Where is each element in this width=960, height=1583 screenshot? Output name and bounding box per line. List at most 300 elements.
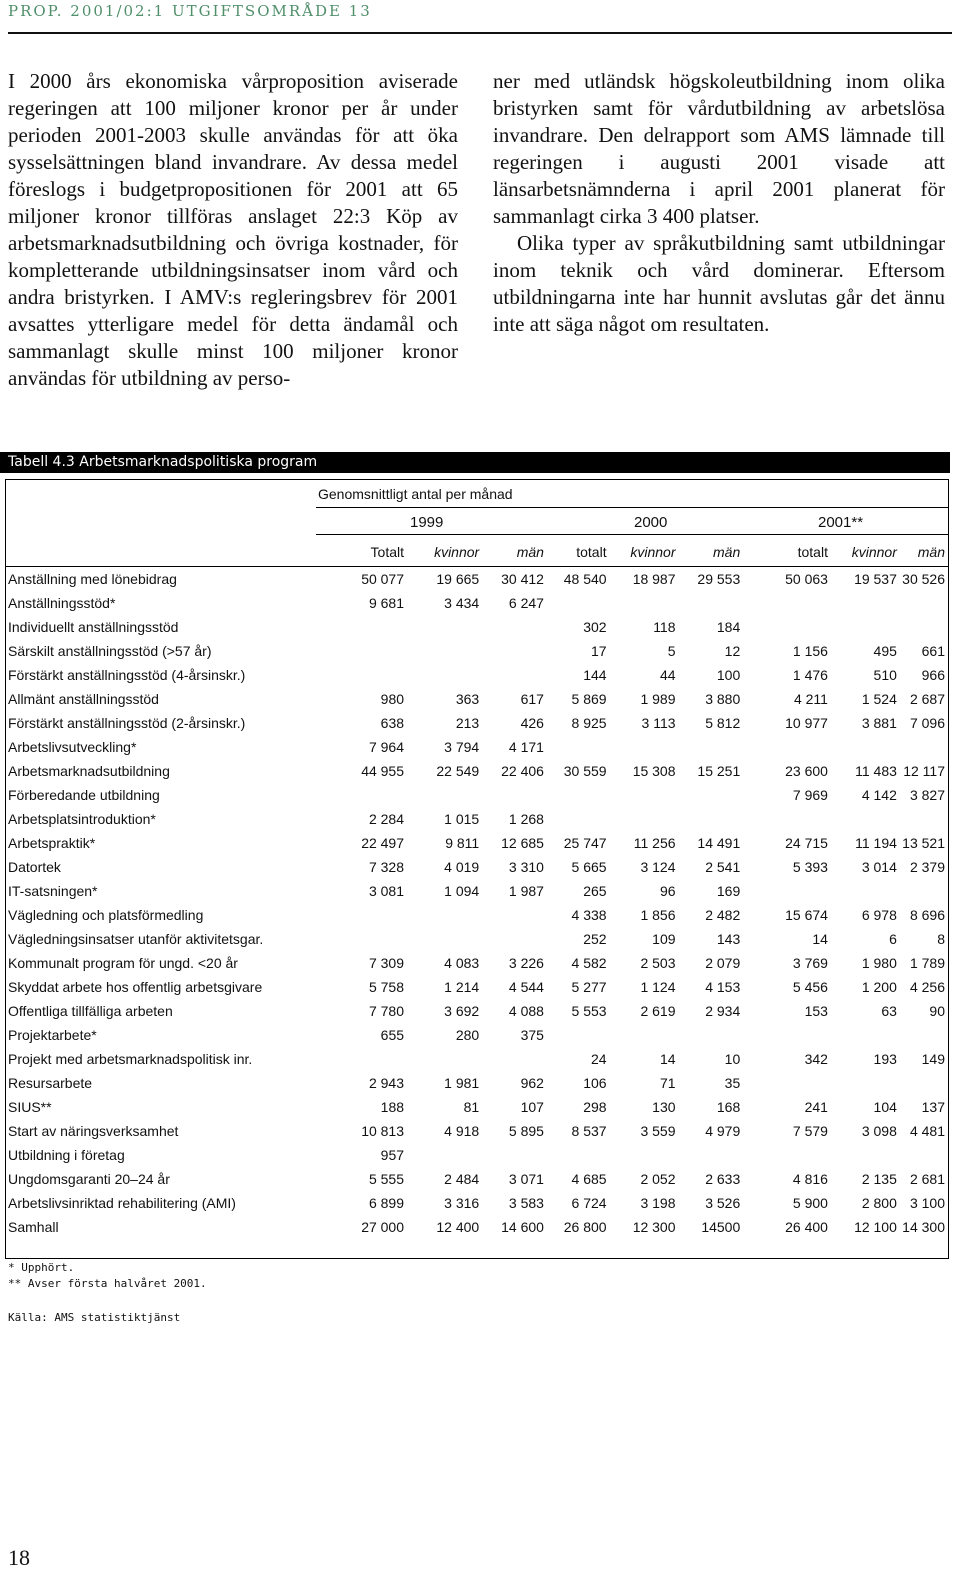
table-cell: 4 171 bbox=[508, 739, 544, 755]
table-cell: 2 503 bbox=[640, 955, 676, 971]
table-cell: 3 434 bbox=[444, 595, 480, 611]
table-cell: 3 559 bbox=[640, 1123, 676, 1139]
table-cell: 26 800 bbox=[563, 1219, 607, 1235]
table-cell: 3 794 bbox=[444, 739, 480, 755]
table-cell: 1 856 bbox=[640, 907, 676, 923]
table-cell: 10 bbox=[724, 1051, 741, 1067]
table-cell bbox=[330, 615, 407, 639]
table-cell: 90 bbox=[929, 1003, 945, 1019]
table-row bbox=[6, 639, 948, 663]
table-cell: 3 310 bbox=[508, 859, 544, 875]
table-cell: 2 482 bbox=[705, 907, 741, 923]
table-cell bbox=[900, 1071, 948, 1095]
table-cell bbox=[679, 1143, 744, 1167]
table-cell bbox=[547, 1143, 610, 1167]
table-cell: 957 bbox=[380, 1147, 405, 1163]
table-cell: 655 bbox=[380, 1027, 405, 1043]
table-cell bbox=[330, 639, 407, 663]
table-cell: 12 300 bbox=[632, 1219, 676, 1235]
table-cell: 7 579 bbox=[792, 1123, 828, 1139]
table-cell: 29 553 bbox=[697, 571, 741, 587]
row-label: Skyddat arbete hos offentlig arbetsgivare bbox=[8, 979, 263, 995]
table-cell: 2 484 bbox=[444, 1171, 480, 1187]
table-cell: 5 bbox=[667, 643, 676, 659]
column-header: kvinnor bbox=[434, 544, 480, 560]
table-row bbox=[6, 879, 948, 903]
table-cell: 3 198 bbox=[640, 1195, 676, 1211]
table-cell: 14500 bbox=[701, 1219, 741, 1235]
table-row bbox=[6, 1095, 948, 1119]
table-cell: 2 800 bbox=[861, 1195, 897, 1211]
table-body bbox=[6, 567, 948, 1240]
table-cell: 426 bbox=[520, 715, 544, 731]
table-cell: 3 081 bbox=[368, 883, 405, 899]
table-cell: 4 153 bbox=[705, 979, 741, 995]
row-label: Individuellt anställningsstöd bbox=[8, 619, 179, 635]
row-label: Arbetslivsutveckling* bbox=[8, 739, 137, 755]
table-cell: 30 559 bbox=[563, 763, 607, 779]
table-cell bbox=[679, 591, 744, 615]
table-cell: 510 bbox=[873, 667, 897, 683]
table-cell: 3 881 bbox=[861, 715, 897, 731]
table-cell: 9 811 bbox=[445, 835, 480, 851]
table-cell: 5 555 bbox=[368, 1171, 405, 1187]
table-cell bbox=[407, 615, 482, 639]
table-cell: 966 bbox=[921, 667, 945, 683]
row-label: Projekt med arbetsmarknadspolitisk inr. bbox=[8, 1051, 253, 1067]
row-label: Förstärkt anställningsstöd (2-årsinskr.) bbox=[8, 715, 246, 731]
table-cell bbox=[407, 1047, 482, 1071]
table-cell: 5 553 bbox=[571, 1003, 607, 1019]
table-cell bbox=[679, 807, 744, 831]
table-cell bbox=[547, 591, 610, 615]
table-row bbox=[6, 1047, 948, 1071]
table-cell: 30 412 bbox=[501, 571, 544, 587]
table-row bbox=[6, 591, 948, 615]
table-cell: 8 bbox=[937, 931, 945, 947]
table-cell: 2 052 bbox=[640, 1171, 676, 1187]
table-cell: 4 544 bbox=[508, 979, 544, 995]
table-cell: 96 bbox=[659, 883, 676, 899]
table-title bbox=[0, 452, 950, 473]
table-cell: 44 bbox=[659, 667, 676, 683]
table-cell: 22 549 bbox=[436, 763, 480, 779]
table-row bbox=[6, 1071, 948, 1095]
table-cell bbox=[482, 927, 547, 951]
table-cell: 5 393 bbox=[792, 859, 828, 875]
table-cell: 265 bbox=[583, 883, 607, 899]
table-cell: 5 812 bbox=[705, 715, 741, 731]
table-cell: 3 113 bbox=[641, 715, 676, 731]
table-cell: 4 256 bbox=[909, 979, 945, 995]
table-cell: 3 014 bbox=[861, 859, 897, 875]
table-cell: 9 681 bbox=[368, 595, 405, 611]
table-cell bbox=[407, 663, 482, 687]
table-cell: 3 226 bbox=[508, 955, 544, 971]
table-cell: 7 328 bbox=[368, 859, 405, 875]
table-cell: 2 284 bbox=[368, 811, 405, 827]
table-row bbox=[6, 1191, 948, 1215]
column-header: totalt bbox=[797, 544, 828, 560]
table-cell bbox=[482, 783, 547, 807]
table-cell: 7 096 bbox=[909, 715, 945, 731]
table-cell bbox=[743, 735, 831, 759]
table-row bbox=[6, 1023, 948, 1047]
program-table bbox=[5, 479, 949, 1259]
table-cell: 11 483 bbox=[855, 763, 897, 779]
table-cell: 1 200 bbox=[861, 979, 897, 995]
table-footnotes bbox=[8, 1260, 207, 1292]
table-cell: 7 969 bbox=[792, 787, 828, 803]
table-cell: 19 665 bbox=[436, 571, 480, 587]
table-cell: 980 bbox=[380, 691, 405, 707]
table-cell: 3 526 bbox=[705, 1195, 741, 1211]
table-cell bbox=[831, 879, 900, 903]
table-cell: 106 bbox=[583, 1075, 607, 1091]
table-cell: 1 214 bbox=[444, 979, 480, 995]
table-cell bbox=[482, 903, 547, 927]
table-cell bbox=[482, 663, 547, 687]
table-cell bbox=[407, 639, 482, 663]
row-label: Vägledning och platsförmedling bbox=[8, 907, 204, 923]
table-cell: 130 bbox=[652, 1099, 676, 1115]
table-cell: 3 098 bbox=[861, 1123, 897, 1139]
table-cell: 3 124 bbox=[640, 859, 676, 875]
table-row bbox=[6, 711, 948, 735]
table-row bbox=[6, 951, 948, 975]
table-cell: 2 135 bbox=[861, 1171, 897, 1187]
table-cell: 12 400 bbox=[436, 1219, 480, 1235]
table-cell: 2 633 bbox=[705, 1171, 741, 1187]
table-cell bbox=[547, 735, 610, 759]
table-cell: 6 bbox=[889, 931, 897, 947]
table-cell: 15 308 bbox=[632, 763, 676, 779]
table-cell bbox=[407, 783, 482, 807]
table-cell: 137 bbox=[921, 1099, 945, 1115]
table-cell: 14 491 bbox=[697, 835, 741, 851]
table-cell bbox=[547, 783, 610, 807]
table-cell: 168 bbox=[716, 1099, 741, 1115]
table-cell: 8 696 bbox=[909, 907, 945, 923]
table-cell: 6 978 bbox=[861, 907, 897, 923]
table-cell: 169 bbox=[716, 883, 741, 899]
table-cell: 11 256 bbox=[633, 835, 676, 851]
table-cell: 2 619 bbox=[640, 1003, 676, 1019]
table-cell: 4 685 bbox=[571, 1171, 607, 1187]
table-cell bbox=[831, 807, 900, 831]
table-cell: 4 083 bbox=[444, 955, 480, 971]
table-cell: 118 bbox=[653, 619, 676, 635]
table-cell bbox=[330, 1047, 407, 1071]
table-cell: 50 063 bbox=[785, 571, 828, 587]
table-row bbox=[6, 663, 948, 687]
table-cell: 15 251 bbox=[697, 763, 741, 779]
table-cell: 14 bbox=[659, 1051, 676, 1067]
table-cell bbox=[831, 1023, 900, 1047]
table-cell: 50 077 bbox=[361, 571, 405, 587]
table-cell bbox=[831, 1071, 900, 1095]
table-cell: 13 521 bbox=[902, 835, 945, 851]
table-cell: 2 934 bbox=[705, 1003, 741, 1019]
table-cell: 7 964 bbox=[368, 739, 405, 755]
table-cell: 23 600 bbox=[785, 763, 828, 779]
table-cell: 5 456 bbox=[792, 979, 828, 995]
table-row bbox=[6, 927, 948, 951]
table-cell: 4 582 bbox=[571, 955, 607, 971]
table-row bbox=[6, 759, 948, 783]
table-cell: 3 769 bbox=[792, 955, 828, 971]
body-paragraph: ner med utländsk högskoleutbildning inom olika bristyrken samt för vårdutbildning av arbetslösa invandrare. Den delrapport som AMS lämnade till regeringen i augusti 2001 visade att länsarbetsnämnderna i april 2001 planerat för sammanlagt cirka 3 400 platser. bbox=[493, 69, 945, 228]
table-cell: 1 156 bbox=[792, 643, 828, 659]
table-row bbox=[6, 999, 948, 1023]
header-rule bbox=[316, 507, 948, 508]
table-cell: 3 880 bbox=[705, 691, 741, 707]
table-cell: 188 bbox=[380, 1099, 405, 1115]
table-cell bbox=[482, 1047, 547, 1071]
table-cell: 12 117 bbox=[903, 763, 945, 779]
table-row bbox=[6, 687, 948, 711]
table-cell bbox=[831, 735, 900, 759]
body-column-left bbox=[8, 68, 458, 392]
row-label: Arbetslivsinriktad rehabilitering (AMI) bbox=[8, 1195, 236, 1211]
row-label: Arbetsmarknadsutbildning bbox=[8, 763, 170, 779]
header-rule bbox=[316, 534, 948, 535]
table-cell: 4 088 bbox=[508, 1003, 544, 1019]
table-cell: 5 869 bbox=[571, 691, 607, 707]
table-cell: 22 406 bbox=[501, 763, 544, 779]
table-cell: 4 979 bbox=[705, 1123, 741, 1139]
table-cell bbox=[610, 807, 679, 831]
table-cell bbox=[831, 1143, 900, 1167]
table-cell: 3 316 bbox=[444, 1195, 480, 1211]
table-cell: 149 bbox=[921, 1051, 945, 1067]
row-label: Arbetsplatsintroduktion* bbox=[8, 811, 156, 827]
column-header: totalt bbox=[576, 544, 607, 560]
table-cell: 153 bbox=[804, 1003, 828, 1019]
table-row bbox=[6, 567, 948, 592]
table-row bbox=[6, 735, 948, 759]
table-cell bbox=[743, 615, 831, 639]
table-cell bbox=[679, 783, 744, 807]
table-cell: 3 827 bbox=[909, 787, 945, 803]
row-label: Allmänt anställningsstöd bbox=[8, 691, 159, 707]
table-cell: 193 bbox=[873, 1051, 897, 1067]
table-cell: 35 bbox=[724, 1075, 741, 1091]
table-cell bbox=[900, 591, 948, 615]
table-cell: 495 bbox=[873, 643, 897, 659]
row-label: Arbetspraktik* bbox=[8, 835, 96, 851]
table-cell: 4 338 bbox=[571, 907, 607, 923]
table-cell: 617 bbox=[520, 691, 544, 707]
table-cell bbox=[900, 735, 948, 759]
table-cell: 298 bbox=[583, 1099, 607, 1115]
table-cell: 63 bbox=[881, 1003, 897, 1019]
table-cell bbox=[482, 615, 547, 639]
row-label: Anställning med lönebidrag bbox=[8, 571, 177, 587]
table-cell: 12 bbox=[724, 643, 741, 659]
table-cell: 1 989 bbox=[640, 691, 676, 707]
row-label: Kommunalt program för ungd. <20 år bbox=[8, 955, 238, 971]
table-cell: 27 000 bbox=[361, 1219, 405, 1235]
table-cell: 6 247 bbox=[508, 595, 544, 611]
table-cell: 10 813 bbox=[361, 1123, 405, 1139]
table-cell bbox=[679, 1023, 744, 1047]
table-cell: 1 789 bbox=[909, 955, 945, 971]
table-cell: 1 981 bbox=[444, 1075, 480, 1091]
table-row bbox=[6, 831, 948, 855]
table-row bbox=[6, 1167, 948, 1191]
table-cell: 12 100 bbox=[854, 1219, 897, 1235]
row-label: Samhall bbox=[8, 1219, 59, 1235]
table-cell bbox=[900, 615, 948, 639]
table-cell: 962 bbox=[520, 1075, 544, 1091]
table-cell: 5 277 bbox=[571, 979, 607, 995]
table-cell: 5 895 bbox=[508, 1123, 544, 1139]
table-cell: 5 758 bbox=[368, 979, 405, 995]
table-cell: 6 899 bbox=[368, 1195, 405, 1211]
table-cell: 81 bbox=[463, 1099, 480, 1115]
table-cell: 661 bbox=[921, 643, 945, 659]
table-row bbox=[6, 855, 948, 879]
table-cell bbox=[407, 1143, 482, 1167]
table-cell bbox=[547, 807, 610, 831]
table-cell: 1 015 bbox=[444, 811, 480, 827]
body-paragraph: Olika typer av språkutbildning samt utbildningar inom teknik och vård dominerar. Eftersom utbildningarna inte har hunnit avslutas går det ännu inte att säga något om resultaten. bbox=[493, 231, 945, 336]
table-cell: 363 bbox=[455, 691, 480, 707]
table-cell bbox=[610, 783, 679, 807]
table-cell bbox=[831, 591, 900, 615]
table-cell: 1 476 bbox=[792, 667, 828, 683]
table-cell: 1 524 bbox=[861, 691, 897, 707]
table-cell: 144 bbox=[583, 667, 607, 683]
table-cell: 7 780 bbox=[368, 1003, 405, 1019]
column-header-row bbox=[6, 538, 948, 567]
table-row bbox=[6, 1215, 948, 1239]
table-cell: 1 980 bbox=[861, 955, 897, 971]
table-cell: 30 526 bbox=[902, 571, 945, 587]
table-cell bbox=[482, 1143, 547, 1167]
row-label: Anställningsstöd* bbox=[8, 595, 116, 611]
row-label: Start av näringsverksamhet bbox=[8, 1123, 179, 1139]
table-cell bbox=[330, 927, 407, 951]
table-cell: 2 681 bbox=[909, 1171, 945, 1187]
table-cell: 3 100 bbox=[909, 1195, 945, 1211]
table-cell: 26 400 bbox=[785, 1219, 828, 1235]
footnote: * Upphört. bbox=[8, 1261, 75, 1274]
table-cell: 638 bbox=[380, 715, 405, 731]
table-cell bbox=[743, 591, 831, 615]
table-cell: 1 094 bbox=[444, 883, 480, 899]
body-paragraph: I 2000 års ekonomiska vårproposition aviserade regeringen att 100 miljoner kronor per år under perioden 2001-2003 skulle användas för att öka sysselsättningen bland invandrare. Av dessa medel föreslogs i budgetpropositionen för 2001 att 65 miljoner kronor tillföras anslaget 22:3 Köp av arbetsmarknadsutbildning och övriga kostnader, för kompletterande utbildningsinsatser inom vård och andra bristyrken. I AMV:s regleringsbrev för 2001 avsattes ytterligare medel för detta ändamål och sammanlagt skulle minst 100 miljoner kronor användas för utbildning av perso- bbox=[8, 69, 458, 390]
table-cell bbox=[610, 1023, 679, 1047]
table-title-text: Tabell 4.3 Arbetsmarknadspolitiska program bbox=[8, 454, 318, 470]
table-row bbox=[6, 807, 948, 831]
table-cell: 17 bbox=[591, 643, 607, 659]
table-cell bbox=[547, 1023, 610, 1047]
row-label: Offentliga tillfälliga arbeten bbox=[8, 1003, 173, 1019]
table-cell bbox=[900, 1143, 948, 1167]
table-cell: 1 987 bbox=[508, 883, 544, 899]
table-cell: 71 bbox=[659, 1075, 676, 1091]
table-cell bbox=[407, 903, 482, 927]
table-cell bbox=[743, 1023, 831, 1047]
column-header: män bbox=[713, 544, 741, 560]
row-label: Projektarbete* bbox=[8, 1027, 97, 1043]
table-cell: 48 540 bbox=[563, 571, 607, 587]
table-cell: 100 bbox=[716, 667, 741, 683]
table-cell: 3 692 bbox=[444, 1003, 480, 1019]
table-cell: 302 bbox=[583, 619, 607, 635]
table-cell: 4 918 bbox=[444, 1123, 480, 1139]
table-cell: 12 685 bbox=[501, 835, 544, 851]
table-cell: 143 bbox=[716, 931, 741, 947]
table-cell: 19 537 bbox=[854, 571, 897, 587]
table-source: Källa: AMS statistiktjänst bbox=[8, 1311, 181, 1324]
row-label: IT-satsningen* bbox=[8, 883, 98, 899]
table-cell: 104 bbox=[873, 1099, 897, 1115]
row-label: Utbildning i företag bbox=[8, 1147, 125, 1163]
table-cell: 2 687 bbox=[909, 691, 945, 707]
table-row bbox=[6, 1119, 948, 1143]
table-cell: 2 541 bbox=[705, 859, 741, 875]
table-cell: 6 724 bbox=[571, 1195, 607, 1211]
table-cell: 107 bbox=[520, 1099, 544, 1115]
table-cell bbox=[743, 807, 831, 831]
table-row bbox=[6, 903, 948, 927]
table-row bbox=[6, 975, 948, 999]
table-cell: 4 481 bbox=[909, 1123, 945, 1139]
row-label: Förstärkt anställningsstöd (4-årsinskr.) bbox=[8, 667, 246, 683]
table-cell: 14 bbox=[812, 931, 828, 947]
table-cell: 4 211 bbox=[793, 691, 828, 707]
table-cell: 25 747 bbox=[563, 835, 607, 851]
table-cell bbox=[482, 639, 547, 663]
table-cell: 184 bbox=[716, 619, 741, 635]
table-cell: 4 019 bbox=[444, 859, 480, 875]
table-cell bbox=[679, 735, 744, 759]
table-cell: 4 142 bbox=[861, 787, 897, 803]
table-cell: 11 194 bbox=[855, 835, 897, 851]
footnote: ** Avser första halvåret 2001. bbox=[8, 1277, 207, 1290]
table-cell: 22 497 bbox=[361, 835, 405, 851]
year-header: 2000 bbox=[634, 514, 668, 531]
row-label: SIUS** bbox=[8, 1099, 52, 1115]
table-cell: 8 925 bbox=[571, 715, 607, 731]
row-label: Förberedande utbildning bbox=[8, 787, 160, 803]
running-head: PROP. 2001/02:1 UTGIFTSOMRÅDE 13 bbox=[8, 2, 372, 20]
body-column-right bbox=[493, 68, 945, 338]
table-cell: 8 537 bbox=[571, 1123, 607, 1139]
table-cell: 280 bbox=[455, 1027, 480, 1043]
table-cell: 1 268 bbox=[508, 811, 544, 827]
column-header-blank bbox=[6, 538, 330, 567]
table-cell: 241 bbox=[804, 1099, 828, 1115]
table-cell: 109 bbox=[652, 931, 676, 947]
table-cell: 18 987 bbox=[632, 571, 676, 587]
table-cell: 342 bbox=[804, 1051, 828, 1067]
table-cell: 5 665 bbox=[571, 859, 607, 875]
table-cell: 2 379 bbox=[909, 859, 945, 875]
table-cell bbox=[610, 1143, 679, 1167]
table-cell: 375 bbox=[520, 1027, 544, 1043]
table-cell bbox=[743, 1071, 831, 1095]
column-header: män bbox=[516, 544, 544, 560]
table-row bbox=[6, 783, 948, 807]
table-cell bbox=[610, 591, 679, 615]
table-cell bbox=[610, 735, 679, 759]
table-cell: 3 583 bbox=[508, 1195, 544, 1211]
table-row bbox=[6, 615, 948, 639]
